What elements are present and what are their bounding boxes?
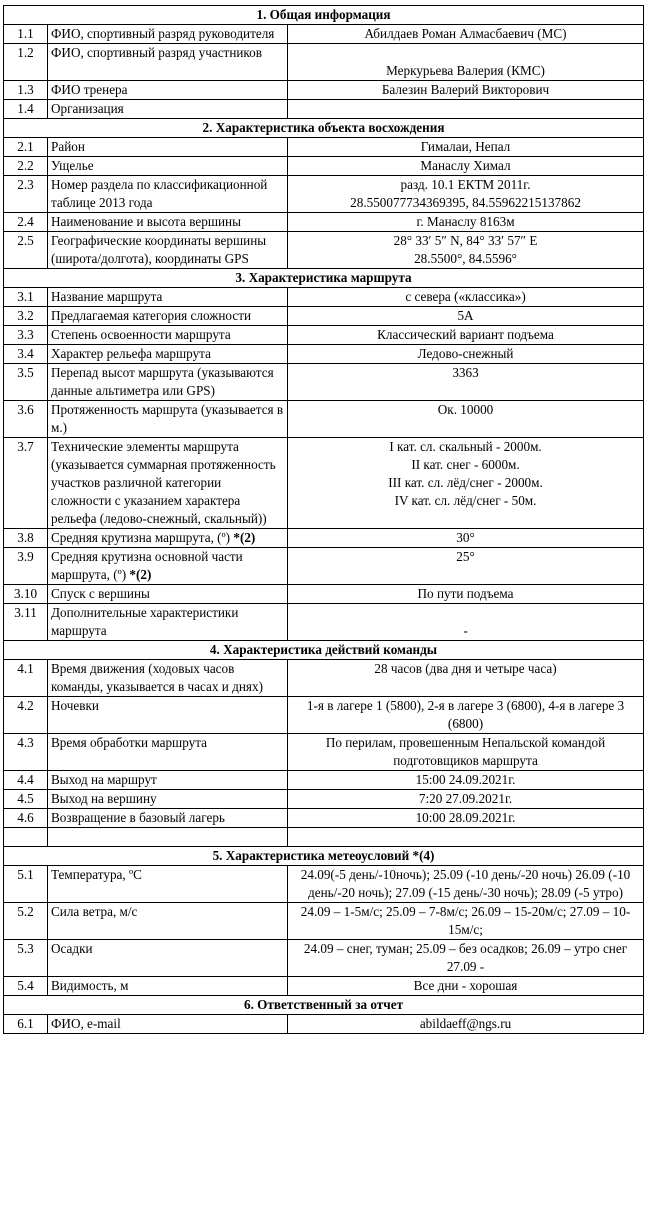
row-value: 15:00 24.09.2021г. <box>415 772 516 787</box>
row-value-cell <box>288 438 644 529</box>
row-value-cell <box>288 809 644 828</box>
row-number: 4.6 <box>4 809 48 828</box>
spacer-cell <box>48 828 288 847</box>
table-row <box>4 307 644 326</box>
row-value-cell <box>288 940 644 977</box>
row-label: Сила ветра, м/с <box>51 904 138 919</box>
row-value: - <box>463 623 468 638</box>
section-header-row <box>4 6 644 25</box>
row-label-cell <box>48 697 288 734</box>
row-label-cell <box>48 307 288 326</box>
row-value: Абилдаев Роман Алмасбаевич (МС) <box>364 26 567 41</box>
row-number: 3.4 <box>4 345 48 364</box>
table-row <box>4 866 644 903</box>
row-value: Ок. 10000 <box>437 402 494 417</box>
row-value-cell <box>288 307 644 326</box>
table-row <box>4 438 644 529</box>
row-label-cell <box>48 157 288 176</box>
row-number: 4.2 <box>4 697 48 734</box>
row-label-cell <box>48 364 288 401</box>
row-value-cell <box>288 734 644 771</box>
row-value-cell <box>288 25 644 44</box>
table-row <box>4 604 644 641</box>
section-header-row <box>4 996 644 1015</box>
row-value: г. Манаслу 8163м <box>416 214 515 229</box>
row-label: Средняя крутизна основной части маршрута, (º) <box>51 549 243 582</box>
row-label: Время обработки маршрута <box>51 735 208 750</box>
row-label: Время движения (ходовых часов команды, указывается в часах и днях) <box>51 661 263 694</box>
row-label: Номер раздела по классификационной таблице 2013 года <box>51 177 268 210</box>
row-label-cell <box>48 326 288 345</box>
row-label: Наименование и высота вершины <box>51 214 241 229</box>
section-title: 1. Общая информация <box>4 6 644 25</box>
row-value: Ледово-снежный <box>417 346 514 361</box>
row-value-cell <box>288 213 644 232</box>
row-label-cell <box>48 44 288 81</box>
row-label-cell <box>48 660 288 697</box>
row-value: разд. 10.1 ЕКТМ 2011г. 28.550077734369395, 84.55962215137862 <box>350 177 581 210</box>
section-header-row <box>4 269 644 288</box>
row-value: 28° 33′ 5″ N, 84° 33′ 57″ E 28.5500°, 84.5596° <box>393 233 538 266</box>
row-label: ФИО, спортивный разряд руководителя <box>51 26 275 41</box>
row-value: I кат. сл. скальный - 2000м. II кат. снег - 6000м. III кат. сл. лёд/снег - 2000м. IV кат. сл. лёд/снег - 50м. <box>388 439 543 508</box>
row-value-cell <box>288 585 644 604</box>
table-row <box>4 903 644 940</box>
row-label-cell <box>48 809 288 828</box>
row-label-cell <box>48 176 288 213</box>
section-header-row <box>4 641 644 660</box>
row-value: 1-я в лагере 1 (5800), 2-я в лагере 3 (6800), 4-я в лагере 3 (6800) <box>306 698 625 731</box>
row-label: Название маршрута <box>51 289 163 304</box>
row-number: 1.4 <box>4 100 48 119</box>
row-value: 30° <box>456 530 475 545</box>
row-value-cell <box>288 232 644 269</box>
row-value: По пути подъема <box>417 586 514 601</box>
row-number: 1.3 <box>4 81 48 100</box>
row-label: Ночевки <box>51 698 99 713</box>
row-number: 2.5 <box>4 232 48 269</box>
row-value-cell <box>288 790 644 809</box>
table-row <box>4 213 644 232</box>
table-row <box>4 697 644 734</box>
row-number: 5.3 <box>4 940 48 977</box>
table-row <box>4 157 644 176</box>
row-label-cell <box>48 940 288 977</box>
row-label-cell <box>48 138 288 157</box>
row-footnote-ref: *(2) <box>233 530 256 545</box>
row-label: Выход на маршрут <box>51 772 157 787</box>
row-value: 24.09 – 1-5м/с; 25.09 – 7-8м/с; 26.09 – 15-20м/с; 27.09 – 10-15м/с; <box>300 904 631 937</box>
row-value-cell <box>288 288 644 307</box>
row-label: Выход на вершину <box>51 791 157 806</box>
section-title: 5. Характеристика метеоусловий *(4) <box>4 847 644 866</box>
row-label-cell <box>48 585 288 604</box>
row-label: Видимость, м <box>51 978 129 993</box>
row-label: Степень освоенности маршрута <box>51 327 231 342</box>
row-label-cell <box>48 903 288 940</box>
row-value-cell <box>288 977 644 996</box>
row-value: 10:00 28.09.2021г. <box>415 810 516 825</box>
row-number: 5.4 <box>4 977 48 996</box>
row-label-cell <box>48 288 288 307</box>
row-number: 4.5 <box>4 790 48 809</box>
report-table-body <box>4 6 644 1034</box>
section-header-row <box>4 847 644 866</box>
row-number: 1.1 <box>4 25 48 44</box>
table-row <box>4 288 644 307</box>
row-number: 3.6 <box>4 401 48 438</box>
row-number: 3.10 <box>4 585 48 604</box>
section-title: 3. Характеристика маршрута <box>4 269 644 288</box>
row-number: 5.2 <box>4 903 48 940</box>
row-value: 3363 <box>452 365 479 380</box>
row-label-cell <box>48 345 288 364</box>
row-label: Ущелье <box>51 158 94 173</box>
row-label: Протяженность маршрута (указывается в м.) <box>51 402 284 435</box>
row-label-cell <box>48 977 288 996</box>
table-row <box>4 977 644 996</box>
row-value-cell <box>288 326 644 345</box>
table-row <box>4 326 644 345</box>
row-value-cell <box>288 1015 644 1034</box>
table-row <box>4 401 644 438</box>
row-footnote-ref: *(2) <box>129 567 152 582</box>
row-value-cell <box>288 176 644 213</box>
row-label-cell <box>48 438 288 529</box>
row-value-cell <box>288 903 644 940</box>
row-number: 2.2 <box>4 157 48 176</box>
row-value: 28 часов (два дня и четыре часа) <box>374 661 557 676</box>
table-row <box>4 44 644 81</box>
row-label-cell <box>48 232 288 269</box>
row-number: 3.3 <box>4 326 48 345</box>
table-row <box>4 364 644 401</box>
section-header-row <box>4 119 644 138</box>
row-value-cell <box>288 364 644 401</box>
spacer-cell <box>4 828 48 847</box>
table-row <box>4 232 644 269</box>
row-number: 6.1 <box>4 1015 48 1034</box>
table-row <box>4 25 644 44</box>
row-label: Возвращение в базовый лагерь <box>51 810 225 825</box>
table-row <box>4 345 644 364</box>
table-row <box>4 940 644 977</box>
row-label: Осадки <box>51 941 93 956</box>
table-row <box>4 1015 644 1034</box>
row-number: 5.1 <box>4 866 48 903</box>
row-label: ФИО, e-mail <box>51 1016 121 1031</box>
spacer-row <box>4 828 644 847</box>
row-value: 25° <box>456 549 475 564</box>
row-number: 4.3 <box>4 734 48 771</box>
row-value: abildaeff@ngs.ru <box>419 1016 512 1031</box>
row-number: 4.4 <box>4 771 48 790</box>
row-number: 3.7 <box>4 438 48 529</box>
row-value: Классический вариант подъема <box>377 327 554 342</box>
row-label: Географические координаты вершины (широта/долгота), координаты GPS <box>51 233 267 266</box>
table-row <box>4 771 644 790</box>
section-title: 4. Характеристика действий команды <box>4 641 644 660</box>
row-number: 4.1 <box>4 660 48 697</box>
row-label-cell <box>48 790 288 809</box>
row-label-cell <box>48 100 288 119</box>
row-value-cell <box>288 345 644 364</box>
row-value-cell <box>288 697 644 734</box>
section-title: 6. Ответственный за отчет <box>4 996 644 1015</box>
row-value: с севера («классика») <box>405 289 526 304</box>
row-label: Предлагаемая категория сложности <box>51 308 252 323</box>
row-label: Спуск с вершины <box>51 586 150 601</box>
table-row <box>4 100 644 119</box>
row-label-cell <box>48 866 288 903</box>
row-number: 3.1 <box>4 288 48 307</box>
row-number: 3.9 <box>4 548 48 585</box>
row-value-cell <box>288 866 644 903</box>
row-label-cell <box>48 734 288 771</box>
row-number: 2.3 <box>4 176 48 213</box>
row-value-cell <box>288 771 644 790</box>
row-number: 3.2 <box>4 307 48 326</box>
row-number: 1.2 <box>4 44 48 81</box>
table-row <box>4 734 644 771</box>
row-label-cell <box>48 25 288 44</box>
row-value: 24.09 – снег, туман; 25.09 – без осадков; 26.09 – утро снег 27.09 - <box>303 941 628 974</box>
row-value: Все дни - хорошая <box>413 978 518 993</box>
row-label: Характер рельефа маршрута <box>51 346 211 361</box>
row-value: 24.09(-5 день/-10ночь); 25.09 (-10 день/-20 ночь) 26.09 (-10 день/-20 ночь); 27.09 (-15 день/-30 ночь); 28.09 (-5 утро) <box>300 867 631 900</box>
row-label: Организация <box>51 101 124 116</box>
row-value: Гималаи, Непал <box>420 139 511 154</box>
row-value: Манаслу Химал <box>420 158 511 173</box>
row-value-cell <box>288 44 644 81</box>
row-value-cell <box>288 529 644 548</box>
row-label-cell <box>48 213 288 232</box>
row-label: Средняя крутизна маршрута, (º) <box>51 530 231 545</box>
row-value-cell <box>288 604 644 641</box>
row-label-cell <box>48 548 288 585</box>
table-row <box>4 529 644 548</box>
table-row <box>4 585 644 604</box>
table-row <box>4 81 644 100</box>
row-label: ФИО тренера <box>51 82 128 97</box>
table-row <box>4 660 644 697</box>
row-number: 3.11 <box>4 604 48 641</box>
row-value-cell <box>288 100 644 119</box>
row-value: 5А <box>457 308 474 323</box>
row-label-cell <box>48 81 288 100</box>
table-row <box>4 548 644 585</box>
spacer-cell <box>288 828 644 847</box>
row-number: 2.1 <box>4 138 48 157</box>
report-table <box>3 5 644 1034</box>
row-value-cell <box>288 157 644 176</box>
row-label-cell <box>48 529 288 548</box>
row-value-cell <box>288 401 644 438</box>
table-row <box>4 138 644 157</box>
row-label-cell <box>48 1015 288 1034</box>
row-label: ФИО, спортивный разряд участников <box>51 45 262 60</box>
row-label: Технические элементы маршрута (указывается суммарная протяженность участков различной категории сложности с указанием характера рельефа (ледово-снежный, скальный)) <box>51 439 276 526</box>
row-label-cell <box>48 771 288 790</box>
row-label: Район <box>51 139 85 154</box>
row-value-cell <box>288 660 644 697</box>
row-value: По перилам, провешенным Непальской командой подготовщиков маршрута <box>325 735 606 768</box>
row-label: Перепад высот маршрута (указываются данные альтиметра или GPS) <box>51 365 274 398</box>
row-value: Меркурьева Валерия (КМС) <box>386 63 545 78</box>
row-label-cell <box>48 604 288 641</box>
table-row <box>4 176 644 213</box>
row-number: 2.4 <box>4 213 48 232</box>
table-row <box>4 809 644 828</box>
row-value: 7:20 27.09.2021г. <box>418 791 513 806</box>
row-label: Температура, ºC <box>51 867 142 882</box>
row-label: Дополнительные характеристики маршрута <box>51 605 239 638</box>
row-number: 3.8 <box>4 529 48 548</box>
row-label-cell <box>48 401 288 438</box>
row-number: 3.5 <box>4 364 48 401</box>
row-value-cell <box>288 138 644 157</box>
section-title: 2. Характеристика объекта восхождения <box>4 119 644 138</box>
row-value-cell <box>288 81 644 100</box>
table-row <box>4 790 644 809</box>
row-value: Балезин Валерий Викторович <box>381 82 550 97</box>
row-value-cell <box>288 548 644 585</box>
